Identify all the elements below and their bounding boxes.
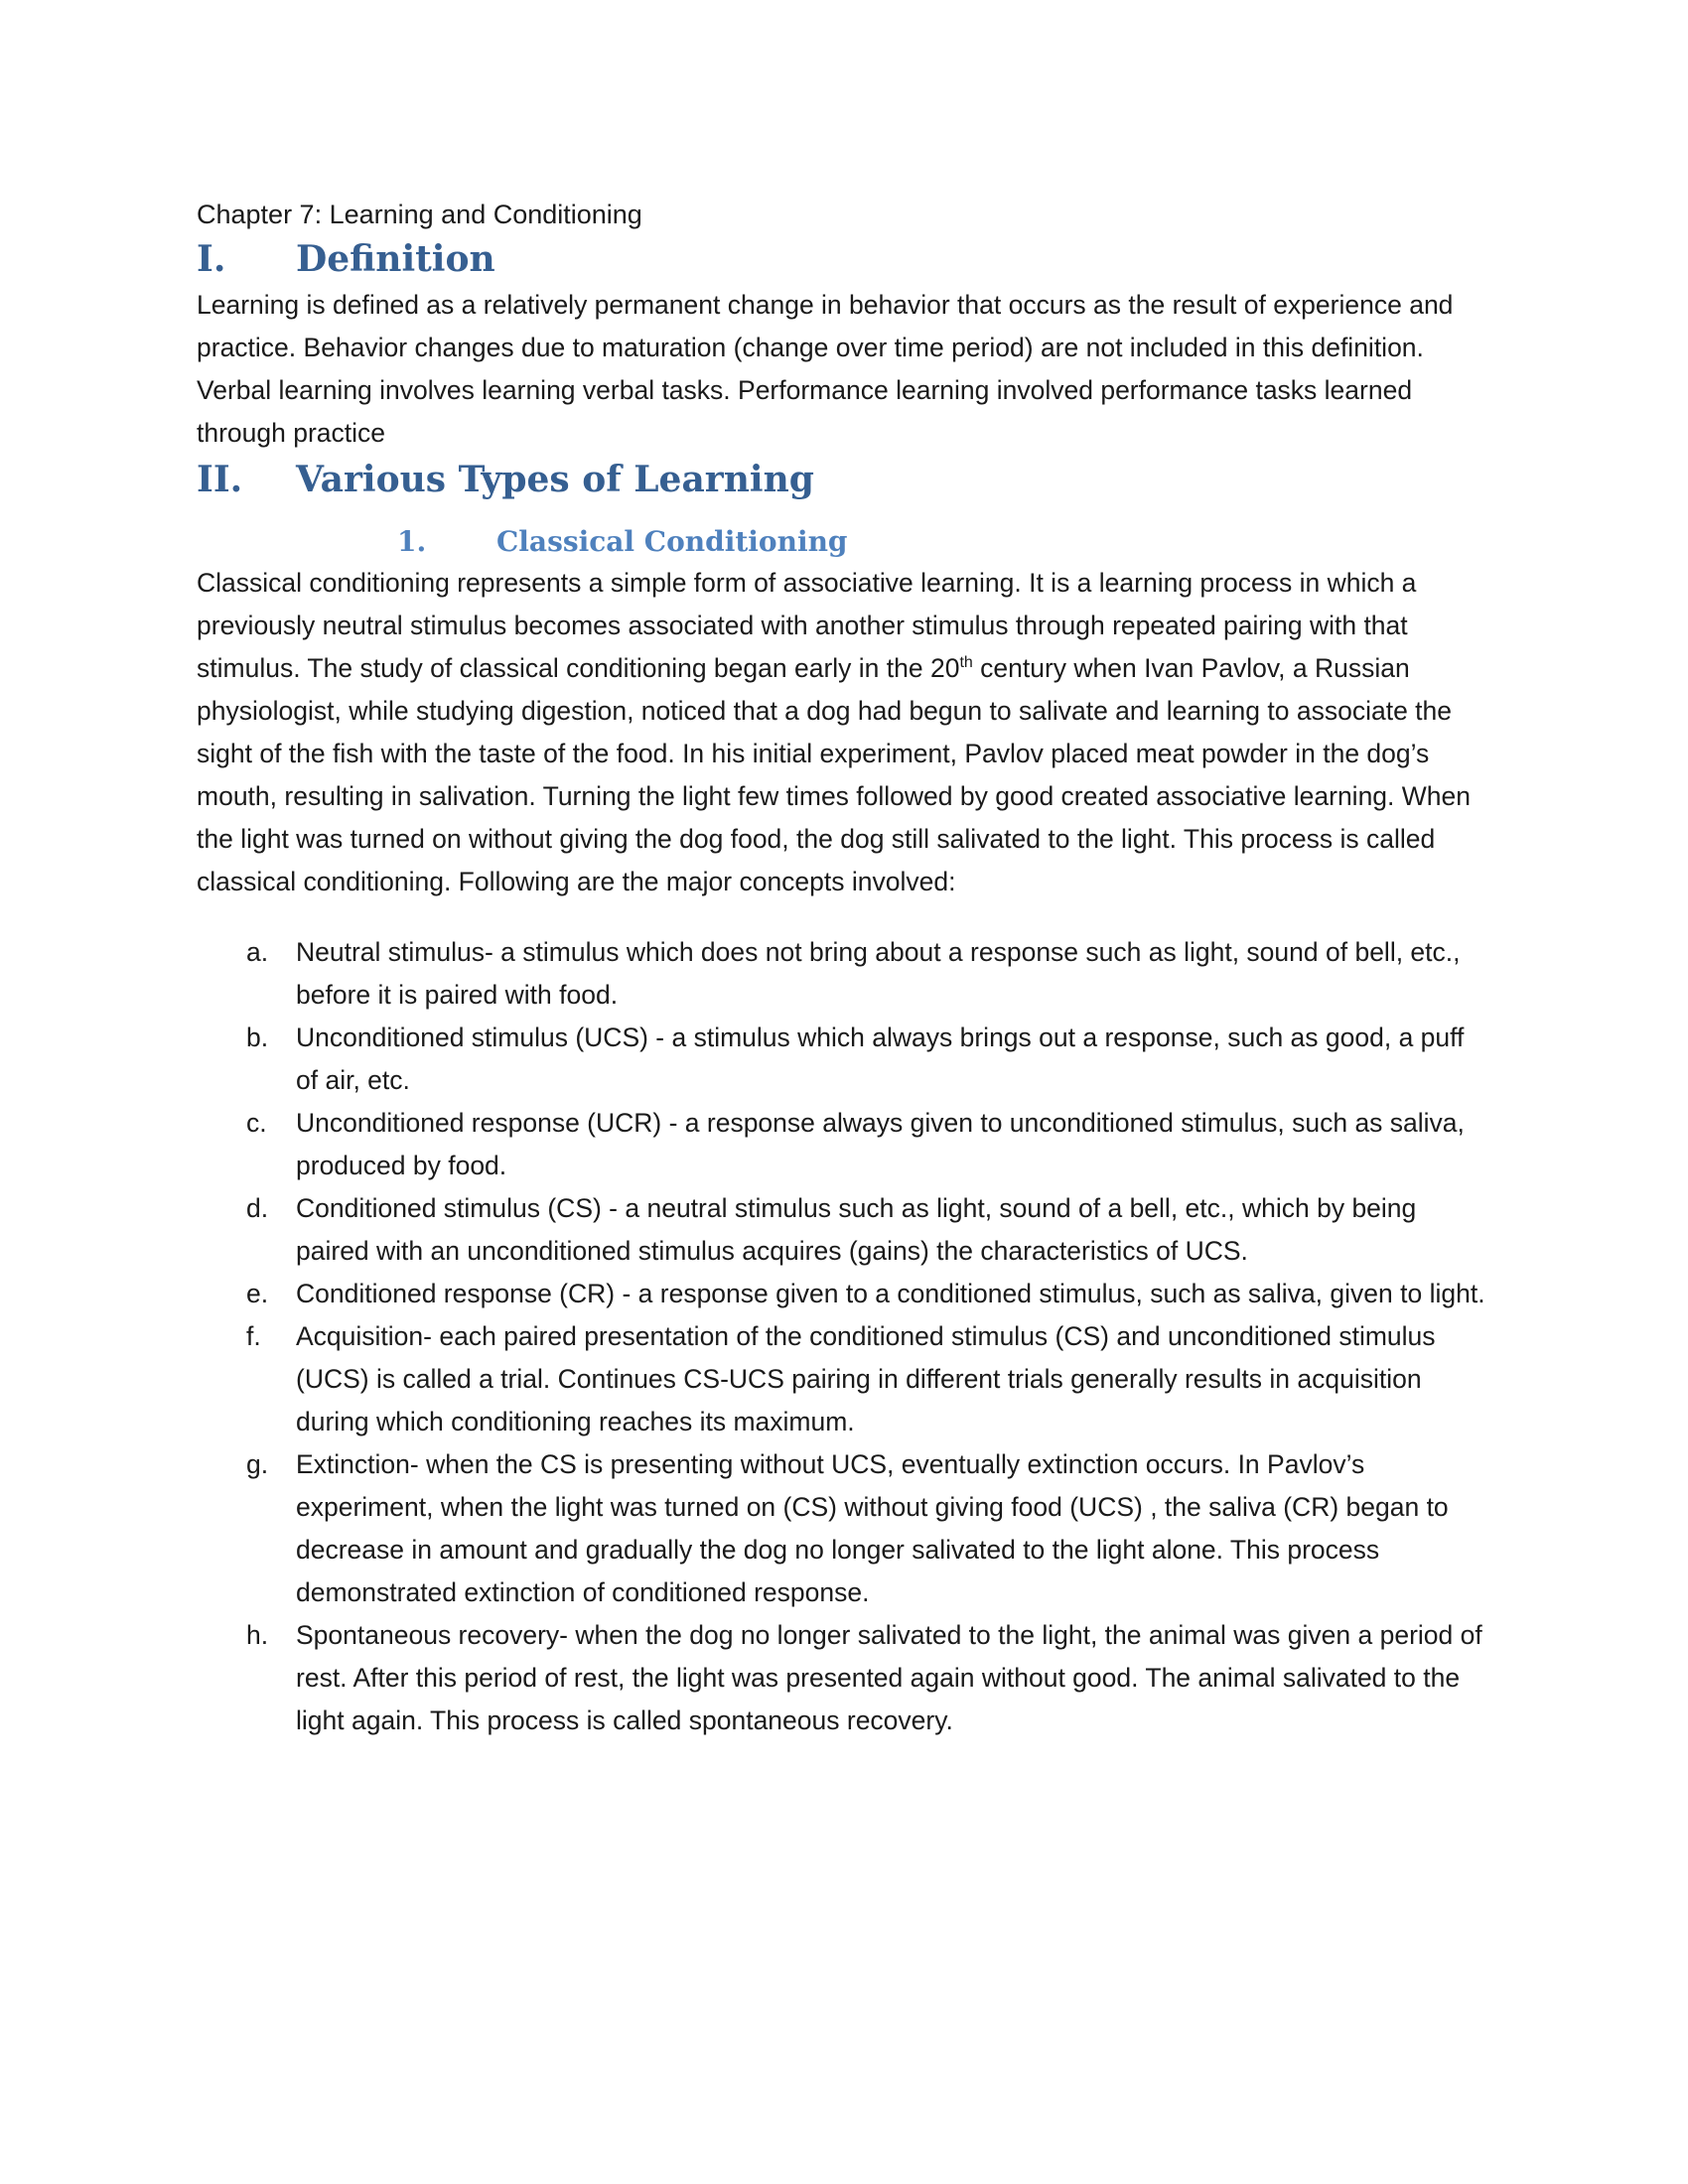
list-item	[197, 1273, 1487, 1315]
section-heading-types-of-learning	[197, 455, 1487, 504]
section-title: Various Types of Learning	[296, 459, 814, 500]
list-item	[197, 1187, 1487, 1273]
list-marker: d.	[246, 1193, 269, 1223]
classical-conditioning-paragraph	[197, 562, 1487, 903]
document-page	[197, 195, 1487, 1742]
list-marker: g.	[246, 1449, 269, 1479]
paragraph-text-part1: Classical conditioning represents a simple form of associative learning. It is a learning process in which a previously neutral stimulus becomes associated with another stimulus through repeated pairing with that stimulus. The study of classical conditioning began early in the 20	[197, 568, 1417, 683]
section-heading-definition	[197, 234, 1487, 284]
list-item-text: Extinction- when the CS is presenting without UCS, eventually extinction occurs. In Pavlov’s experiment, when the light was turned on (CS) without giving food (UCS) , the saliva (CR) began to decrease in amount and gradually the dog no longer salivated to the light alone. This process demonstrated extinction of conditioned response.	[296, 1449, 1449, 1607]
list-item-text: Spontaneous recovery- when the dog no longer salivated to the light, the animal was given a period of rest. After this period of rest, the light was presented again without good. The animal salivated to the light again. This process is called spontaneous recovery.	[296, 1620, 1482, 1735]
subsection-number: 1.	[397, 525, 427, 558]
list-item	[197, 1443, 1487, 1614]
section-title: Definition	[296, 238, 495, 280]
list-item-text: Unconditioned response (UCR) - a response always given to unconditioned stimulus, such as saliva, produced by food.	[296, 1108, 1465, 1180]
concepts-list	[197, 931, 1487, 1742]
subsection-title: Classical Conditioning	[496, 525, 848, 558]
list-item	[197, 1017, 1487, 1102]
list-item-text: Neutral stimulus- a stimulus which does not bring about a response such as light, sound of bell, etc., before it is paired with food.	[296, 937, 1461, 1010]
section-number: II.	[197, 459, 243, 500]
list-marker: f.	[246, 1321, 261, 1351]
list-marker: b.	[246, 1023, 269, 1052]
subsection-heading-classical-conditioning	[197, 522, 1487, 562]
paragraph-text-part2: century when Ivan Pavlov, a Russian physiologist, while studying digestion, noticed that a dog had begun to salivate and learning to associate the sight of the fish with the taste of the food. In his initial experiment, Pavlov placed meat powder in the dog’s mouth, resulting in salivation. Turning the light few times followed by good created associative learning. When the light was turned on without giving the dog food, the dog still salivated to the light. This process is called classical conditioning. Following are the major concepts involved:	[197, 653, 1471, 896]
list-marker: e.	[246, 1279, 269, 1308]
list-item	[197, 1315, 1487, 1443]
list-item-text: Acquisition- each paired presentation of the conditioned stimulus (CS) and unconditioned stimulus (UCS) is called a trial. Continues CS-UCS pairing in different trials generally results in acquisition during which conditioning reaches its maximum.	[296, 1321, 1436, 1436]
ordinal-suffix: th	[959, 654, 973, 672]
list-item	[197, 931, 1487, 1017]
section-number: I.	[197, 238, 226, 280]
list-marker: h.	[246, 1620, 269, 1650]
list-item-text: Conditioned stimulus (CS) - a neutral stimulus such as light, sound of a bell, etc., which by being paired with an unconditioned stimulus acquires (gains) the characteristics of UCS.	[296, 1193, 1417, 1266]
list-item	[197, 1614, 1487, 1742]
list-item-text: Unconditioned stimulus (UCS) - a stimulus which always brings out a response, such as good, a puff of air, etc.	[296, 1023, 1465, 1095]
list-item-text: Conditioned response (CR) - a response given to a conditioned stimulus, such as saliva, given to light.	[296, 1279, 1485, 1308]
definition-paragraph: Learning is defined as a relatively permanent change in behavior that occurs as the result of experience and practice. Behavior changes due to maturation (change over time period) are not included in this definition. Verbal learning involves learning verbal tasks. Performance learning involved performance tasks learned through practice	[197, 290, 1454, 448]
list-marker: a.	[246, 937, 269, 967]
list-item	[197, 1102, 1487, 1187]
list-marker: c.	[246, 1108, 267, 1138]
chapter-title: Chapter 7: Learning and Conditioning	[197, 200, 642, 229]
